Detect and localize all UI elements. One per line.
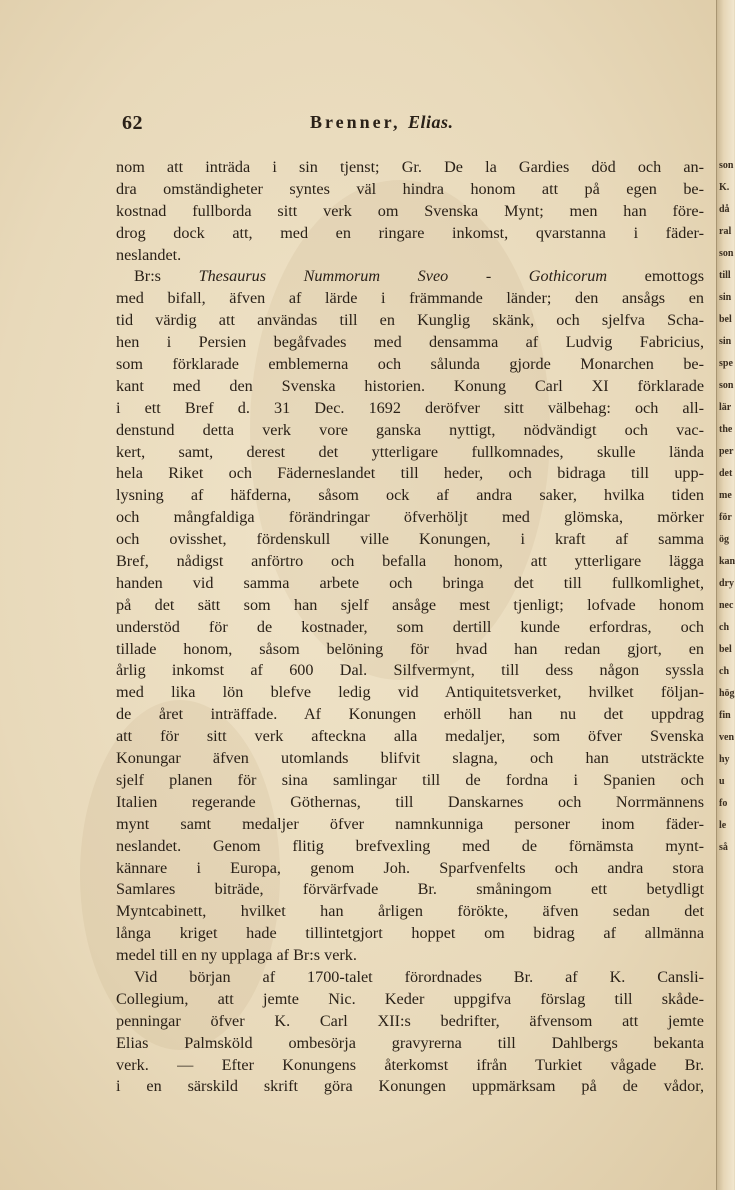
adjacent-page-word: lär (719, 402, 732, 413)
text-line: på det sätt som han sjelf ansåge mest tjenligt; lofvade honom (116, 595, 704, 614)
text-line: tillade honom, såsom belöning för hvad han redan gjort, en (116, 639, 704, 658)
book-title: Thesaurus Nummorum Sveo - Gothicorum (198, 267, 608, 286)
text-line: Konungar äfven utomlands blifvit slagna, och han utsträckte (116, 749, 704, 768)
text-line: Collegium, att jemte Nic. Keder uppgifva förslag till skåde- (116, 989, 704, 1008)
text-line: hela Riket och Fäderneslandet till heder, och bidraga till upp- (116, 464, 704, 483)
text-line: Bref, nådigst anförtro och befalla honom, att ytterligare lägga (116, 552, 704, 571)
adjacent-page-word: ral (719, 226, 732, 237)
adjacent-page-word: då (719, 204, 730, 215)
adjacent-page-word: dry (719, 578, 734, 589)
text-line: dra omständigheter syntes väl hindra honom att på egen be- (116, 179, 704, 198)
text-line: lysning af häfderna, såsom ock af andra saker, hvilka tiden (116, 486, 704, 505)
text-line: i ett Bref d. 31 Dec. 1692 deröfver sitt välbehag: och all- (116, 398, 704, 417)
running-head-given: Elias. (408, 112, 454, 132)
text-line: drog dock att, med en ringare inkomst, qvarstanna i fäder- (116, 223, 704, 242)
text-line: tid värdig att användas till en Kunglig skänk, och sjelfva Scha- (116, 311, 704, 330)
text-line: nom att inträda i sin tjenst; Gr. De la Gardies död och an- (116, 158, 704, 176)
text-line: Vid början af 1700-talet förordnades Br. af K. Cansli- (134, 967, 704, 986)
adjacent-page-word: spe (719, 358, 733, 369)
adjacent-page-word: son (719, 160, 734, 171)
adjacent-page-word: le (719, 820, 727, 831)
adjacent-page-word: sin (719, 292, 732, 303)
text-line: mynt samt medaljer öfver namnkunniga personer inom fäder- (116, 814, 704, 833)
text-line (116, 266, 704, 288)
text-line: handen vid samma arbete och bringa det till fullkomlighet, (116, 573, 704, 592)
text-segment: emottogs (607, 267, 704, 286)
text-line: i en särskild skrift göra Konungen uppmärksam på de vådor, (116, 1077, 704, 1096)
text-line: Elias Palmsköld ombesörja gravyrerna till Dahlbergs bekanta (116, 1033, 704, 1052)
adjacent-page-word: the (719, 424, 733, 435)
text-line: som förklarade emblemerna och sålunda gjorde Monarchen be- (116, 355, 704, 374)
text-line: de året inträffade. Af Konungen erhöll han nu det uppdrag (116, 705, 704, 724)
adjacent-page-word: per (719, 446, 734, 457)
text-line: att för sitt verk afteckna alla medaljer, som öfver Svenska (116, 727, 704, 746)
adjacent-page-word: hy (719, 754, 730, 765)
text-line: med lika lön blefve ledig vid Antiquitetsverket, hvilket följan- (116, 683, 704, 702)
text-line: med bifall, äfven af lärde i främmande länder; den ansågs en (116, 289, 704, 308)
adjacent-page-word: till (719, 270, 731, 281)
adjacent-page-word: son (719, 380, 734, 391)
adjacent-page-word: ven (719, 732, 734, 743)
text-line: penningar öfver K. Carl XII:s bedrifter, äfvensom att jemte (116, 1011, 704, 1030)
adjacent-page-word: så (719, 842, 728, 853)
adjacent-page-word: hög (719, 688, 735, 699)
text-line: understöd för de kostnader, som dertill kunde erfordras, och (116, 617, 704, 636)
adjacent-page-edge (716, 0, 734, 1190)
text-line: Italien regerande Göthernas, till Danskarnes och Norrmännens (116, 792, 704, 811)
adjacent-page-word: u (719, 776, 725, 787)
adjacent-page-word: me (719, 490, 732, 501)
text-line: och mångfaldiga förändringar öfverhöljt med glömska, mörker (116, 508, 704, 527)
adjacent-page-word: ch (719, 666, 729, 677)
text-segment: Br:s (134, 267, 199, 286)
body-text (116, 157, 704, 1098)
running-head (310, 112, 454, 133)
running-head-name: Brenner, (310, 112, 401, 132)
text-line: neslandet. (116, 245, 182, 264)
text-line: och ovisshet, fördenskull ville Konungen, i kraft af samma (116, 530, 704, 549)
text-line: denstund detta verk vore ganska nyttigt, nödvändigt och vac- (116, 420, 704, 439)
text-line: Myntcabinett, hvilket han årligen förökte, äfven sedan det (116, 902, 704, 921)
adjacent-page-word: ch (719, 622, 729, 633)
adjacent-page-word: son (719, 248, 734, 259)
text-line: Samlares biträde, förvärfvade Br. småningom ett betydligt (116, 880, 704, 899)
text-line: årlig inkomst af 600 Dal. Silfvermynt, till dess någon syssla (116, 661, 704, 680)
page-header (122, 112, 602, 142)
adjacent-page-word: för (719, 512, 732, 523)
adjacent-page-word: kan (719, 556, 735, 567)
text-line: kostnad fullborda sitt verk om Svenska Mynt; men han före- (116, 201, 704, 220)
text-line: sjelf planen för sina samlingar till de fordna i Spanien och (116, 770, 704, 789)
text-line: kant med den Svenska historien. Konung Carl XI förklarade (116, 376, 704, 395)
text-line: långa kriget hade tillintetgjort hoppet om bidrag af allmänna (116, 924, 704, 943)
text-line: hen i Persien begåfvades med densamma af Ludvig Fabricius, (116, 333, 704, 352)
text-line: verk. — Efter Konungens återkomst ifrån Turkiet vågade Br. (116, 1055, 704, 1074)
text-line: neslandet. Genom flitig brefvexling med de förnämsta mynt- (116, 836, 704, 855)
adjacent-page-word: K. (719, 182, 730, 193)
adjacent-page-word: bel (719, 314, 732, 325)
page-number: 62 (122, 112, 143, 134)
text-line: kännare i Europa, genom Joh. Sparfvenfelts och andra stora (116, 858, 704, 877)
adjacent-page-word: sin (719, 336, 732, 347)
adjacent-page-word: fin (719, 710, 731, 721)
adjacent-page-word: ög (719, 534, 729, 545)
adjacent-page-word: fo (719, 798, 728, 809)
adjacent-page-word: det (719, 468, 733, 479)
text-line: kert, samt, derest det ytterligare fullkomnades, skulle lända (116, 442, 704, 461)
text-line: medel till en ny upplaga af Br:s verk. (116, 946, 357, 965)
adjacent-page-word: bel (719, 644, 732, 655)
adjacent-page-word: nec (719, 600, 734, 611)
